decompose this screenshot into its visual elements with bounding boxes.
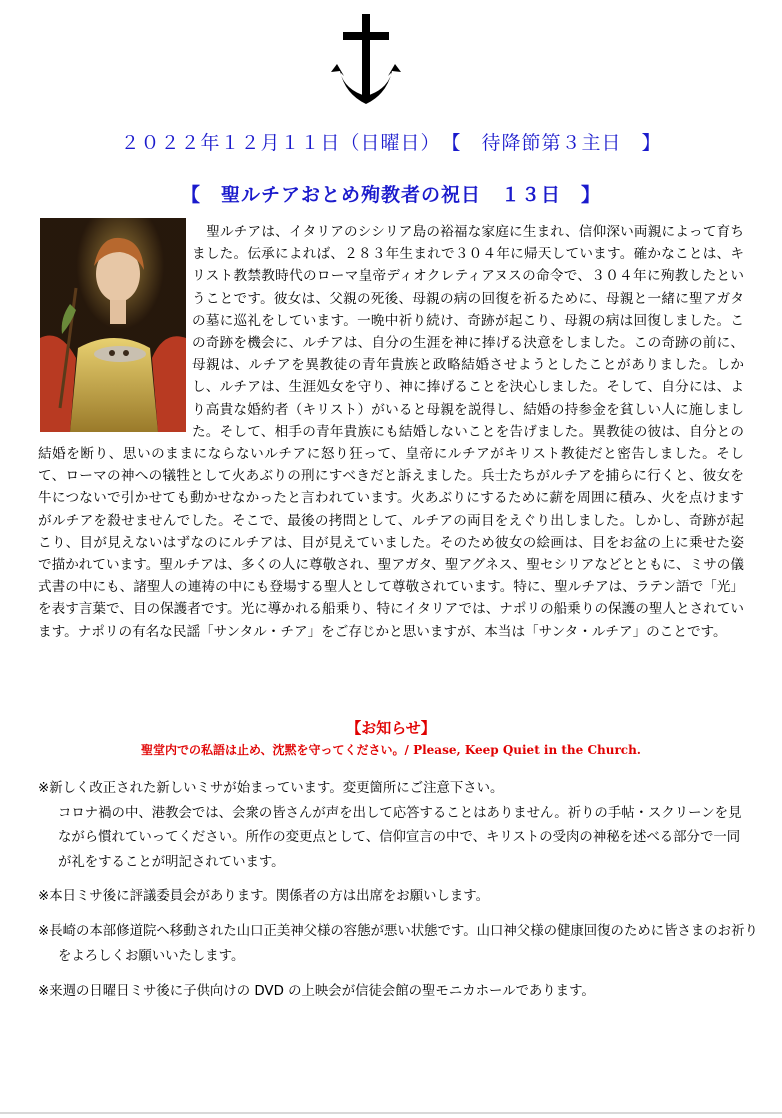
notice-item-committee: ※本日ミサ後に評議委員会があります。関係者の方は出席をお願いします。	[38, 889, 489, 904]
quiet-request: 聖堂内での私語は止め、沈黙を守ってください。/ Please, Keep Quiet in the Church.	[141, 743, 641, 757]
notice-item-head: ※新しく改正された新しいミサが始まっています。変更箇所にご注意下さい。	[38, 781, 504, 796]
date-heading: ２０２２年１２月１１日（日曜日） 【 待降節第３主日 】	[120, 132, 662, 154]
story-text: 聖ルチアは、イタリアのシシリア島の裕福な家庭に生まれ、信仰深い両親によって育ちました。伝承によれば、２８３年生まれで３０４年に帰天しています。確かなことは、キリスト教禁教時代のローマ皇帝ディオクレティアヌスの命令で、３０４年に殉教したということです。彼女は、父親の死後、母親の病の回復を祈るために、母親と一緒に聖アガタの墓に巡礼をしています。一晩中祈り続け、奇跡が起こり、母親の病は回復しました。この奇跡を機会に、ルチアは、自分の生涯を神に捧げる決意をしました。この奇跡の前に、母親は、ルチアを異教徒の青年貴族と政略結婚させようとしたことがありました。しかし、ルチアは、生涯処女を守り、神に捧げることを決心しました。そして、自分には、より高貴な婚約者（キリスト）がいると母親を説得し、結婚の持参金を貧しい人に施しました。そして、相手の青年貴族にも結婚しないことを告げました。異教徒の彼は、自分との結婚を断り、思いのままにならないルチアに怒り狂って、皇帝にルチアがキリスト教徒だと密告しました。そして、ローマの神への犠牲として火あぶりの刑にすべきだと訴えました。兵士たちがルチアを捕らに行くと、彼女を牛につないで引かせても動かせなかったと言われています。火あぶりにするために薪を周囲に積み、火を点けますがルチアを殺せませんでした。そこで、最後の拷問として、ルチアの両目をえぐり出しました。しかし、奇跡が起こり、目が見えないはずなのにルチアは、目が見えていました。そのため彼女の絵画は、目をお盆の上に乗せた姿で描かれています。聖ルチアは、多くの人に尊敬され、聖アガタ、聖アグネス、聖セシリアなどとともに、ミサの儀式書の中にも、諸聖人の連祷の中にも登場する聖人として尊敬されています。特に、聖ルチアは、ラテン語で「光」を表す言葉で、目の保護者です。光に導かれる船乗り、特にイタリアでは、ナポリの船乗りの保護の聖人とされています。ナポリの有名な民謡「サンタル・チア」をご存じかと思いますが、本当は「サンタ・ルチア」のことです。	[38, 224, 744, 640]
saint-lucy-story	[38, 221, 744, 643]
portrait-space	[38, 217, 192, 435]
notice-item-new-mass	[38, 777, 750, 875]
notice-item-body: コロナ禍の中、港教会では、会衆の皆さんが声を出して応答することはありません。祈りの手帖・スクリーンを見ながら慣れていってください。所作の変更点として、信仰宣言の中で、キリストの受肉の神秘を述べる部分で一同が礼をすることが明記されています。	[58, 805, 742, 870]
anchor-icon	[331, 12, 401, 108]
notice-item-prayer-request: ※長崎の本部修道院へ移動された山口正美神父様の容態が悪い状態です。山口神父様の健康回復のために皆さまのお祈りをよろしくお願いいたします。	[38, 924, 758, 964]
notice-item-dvd-screening: ※来週の日曜日ミサ後に子供向けの DVD の上映会が信徒会館の聖モニカホールであります。	[38, 984, 595, 999]
page-bottom-rule	[0, 1112, 782, 1114]
feast-heading: 【 聖ルチアおとめ殉教者の祝日 １３日 】	[180, 184, 601, 206]
notice-title: 【お知らせ】	[346, 719, 436, 737]
